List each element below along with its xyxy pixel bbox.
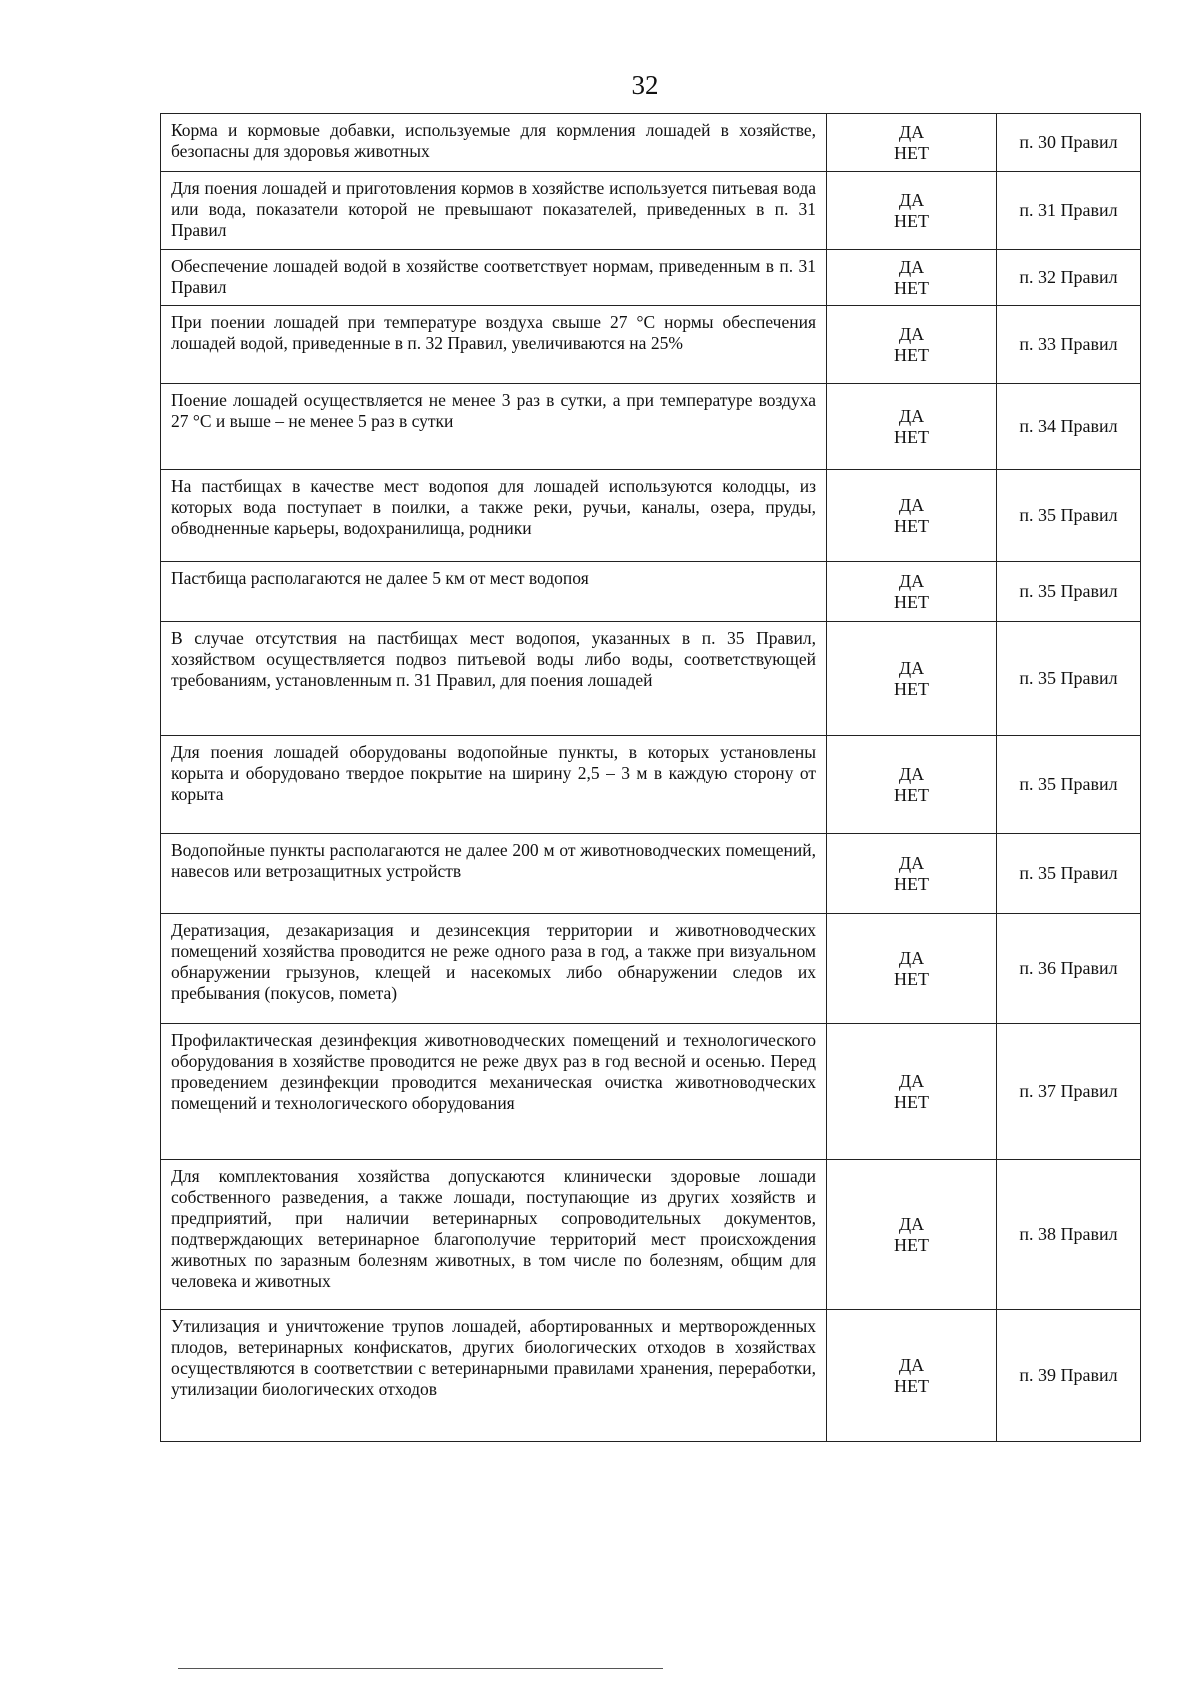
- answer-no: НЕТ: [894, 784, 929, 805]
- table-row: [161, 1024, 1141, 1160]
- answer-options: [827, 1024, 997, 1160]
- requirement-text: В случае отсутствия на пастбищах мест водопоя, указанных в п. 35 Правил, хозяйством осуществляется подвоз питьевой воды либо воды, соответствующей требованиям, установленным п. 31 Правил, для поения лошадей: [161, 622, 827, 736]
- answer-yes: ДА: [898, 763, 925, 784]
- table-row: [161, 562, 1141, 622]
- answer-options: [827, 736, 997, 834]
- requirement-text: На пастбищах в качестве мест водопоя для лошадей используются колодцы, из которых вода поступает в поилки, а также реки, ручьи, каналы, озера, пруды, обводненные карьеры, водохранилища, родники: [161, 470, 827, 562]
- answer-options: [827, 470, 997, 562]
- rule-reference: п. 37 Правил: [997, 1024, 1141, 1160]
- answer-yes: ДА: [898, 323, 925, 344]
- answer-yes: ДА: [898, 852, 925, 873]
- rule-reference: п. 32 Правил: [997, 250, 1141, 306]
- answer-yes: ДА: [898, 1070, 925, 1091]
- table-row: [161, 250, 1141, 306]
- answer-yes: ДА: [898, 405, 925, 426]
- answer-options: [827, 114, 997, 172]
- rule-reference: п. 39 Правил: [997, 1310, 1141, 1442]
- answer-no: НЕТ: [894, 1234, 929, 1255]
- answer-options: [827, 306, 997, 384]
- requirement-text: При поении лошадей при температуре воздуха свыше 27 °С нормы обеспечения лошадей водой, приведенные в п. 32 Правил, увеличиваются на 25%: [161, 306, 827, 384]
- table-row: [161, 834, 1141, 914]
- answer-no: НЕТ: [894, 210, 929, 231]
- requirement-text: Для поения лошадей оборудованы водопойные пункты, в которых установлены корыта и оборудовано твердое покрытие на ширину 2,5 – 3 м в каждую сторону от корыта: [161, 736, 827, 834]
- answer-no: НЕТ: [894, 277, 929, 298]
- answer-options: [827, 384, 997, 470]
- table-row: [161, 1160, 1141, 1310]
- answer-yes: ДА: [898, 1354, 925, 1375]
- answer-yes: ДА: [898, 121, 925, 142]
- answer-options: [827, 250, 997, 306]
- answer-no: НЕТ: [894, 426, 929, 447]
- answer-no: НЕТ: [894, 873, 929, 894]
- table-row: [161, 1310, 1141, 1442]
- answer-options: [827, 914, 997, 1024]
- requirement-text: Для поения лошадей и приготовления кормов в хозяйстве используется питьевая вода или вода, показатели которой не превышают показателей, приведенных в п. 31 Правил: [161, 172, 827, 250]
- requirement-text: Дератизация, дезакаризация и дезинсекция территории и животноводческих помещений хозяйства проводится не реже одного раза в год, а также при визуальном обнаружении грызунов, клещей и насекомых либо обнаружении следов их пребывания (покусов, помета): [161, 914, 827, 1024]
- rule-reference: п. 30 Правил: [997, 114, 1141, 172]
- table-row: [161, 172, 1141, 250]
- rule-reference: п. 35 Правил: [997, 834, 1141, 914]
- answer-options: [827, 1160, 997, 1310]
- requirement-text: Пастбища располагаются не далее 5 км от мест водопоя: [161, 562, 827, 622]
- rule-reference: п. 31 Правил: [997, 172, 1141, 250]
- answer-no: НЕТ: [894, 968, 929, 989]
- rule-reference: п. 34 Правил: [997, 384, 1141, 470]
- requirement-text: Профилактическая дезинфекция животноводческих помещений и технологического оборудования в хозяйстве проводится не реже двух раз в год весной и осенью. Перед проведением дезинфекции проводится механическая очистка животноводческих помещений и технологического оборудования: [161, 1024, 827, 1160]
- table-row: [161, 622, 1141, 736]
- answer-yes: ДА: [898, 1213, 925, 1234]
- requirement-text: Обеспечение лошадей водой в хозяйстве соответствует нормам, приведенным в п. 31 Правил: [161, 250, 827, 306]
- rule-reference: п. 35 Правил: [997, 562, 1141, 622]
- rule-reference: п. 36 Правил: [997, 914, 1141, 1024]
- table-row: [161, 306, 1141, 384]
- rule-reference: п. 35 Правил: [997, 736, 1141, 834]
- requirement-text: Утилизация и уничтожение трупов лошадей, абортированных и мертворожденных плодов, ветеринарных конфискатов, других биологических отходов в хозяйствах осуществляются в соответствии с ветеринарными правилами хранения, переработки, утилизации биологических отходов: [161, 1310, 827, 1442]
- rule-reference: п. 35 Правил: [997, 622, 1141, 736]
- table-row: [161, 384, 1141, 470]
- rule-reference: п. 33 Правил: [997, 306, 1141, 384]
- answer-no: НЕТ: [894, 515, 929, 536]
- answer-yes: ДА: [898, 570, 925, 591]
- answer-yes: ДА: [898, 189, 925, 210]
- answer-options: [827, 834, 997, 914]
- answer-yes: ДА: [898, 494, 925, 515]
- answer-yes: ДА: [898, 256, 925, 277]
- checklist-table: [160, 113, 1141, 1442]
- requirement-text: Поение лошадей осуществляется не менее 3 раз в сутки, а при температуре воздуха 27 °С и выше – не менее 5 раз в сутки: [161, 384, 827, 470]
- table-row: [161, 470, 1141, 562]
- rule-reference: п. 38 Правил: [997, 1160, 1141, 1310]
- page-number: 32: [631, 70, 659, 100]
- table-row: [161, 114, 1141, 172]
- requirement-text: Водопойные пункты располагаются не далее 200 м от животноводческих помещений, навесов или ветрозащитных устройств: [161, 834, 827, 914]
- answer-options: [827, 1310, 997, 1442]
- answer-yes: ДА: [898, 947, 925, 968]
- answer-no: НЕТ: [894, 142, 929, 163]
- answer-no: НЕТ: [894, 1375, 929, 1396]
- rule-reference: п. 35 Правил: [997, 470, 1141, 562]
- answer-options: [827, 172, 997, 250]
- requirement-text: Для комплектования хозяйства допускаются клинически здоровые лошади собственного разведения, а также лошади, поступающие из других хозяйств и предприятий, при наличии ветеринарных сопроводительных документов, подтверждающих ветеринарное благополучие территорий мест происхождения животных по заразным болезням животных, в том числе по болезням, общим для человека и животных: [161, 1160, 827, 1310]
- answer-no: НЕТ: [894, 344, 929, 365]
- answer-options: [827, 622, 997, 736]
- table-row: [161, 736, 1141, 834]
- answer-yes: ДА: [898, 657, 925, 678]
- answer-options: [827, 562, 997, 622]
- answer-no: НЕТ: [894, 678, 929, 699]
- table-row: [161, 914, 1141, 1024]
- answer-no: НЕТ: [894, 1091, 929, 1112]
- answer-no: НЕТ: [894, 591, 929, 612]
- requirement-text: Корма и кормовые добавки, используемые для кормления лошадей в хозяйстве, безопасны для здоровья животных: [161, 114, 827, 172]
- bottom-rule: [178, 1668, 663, 1669]
